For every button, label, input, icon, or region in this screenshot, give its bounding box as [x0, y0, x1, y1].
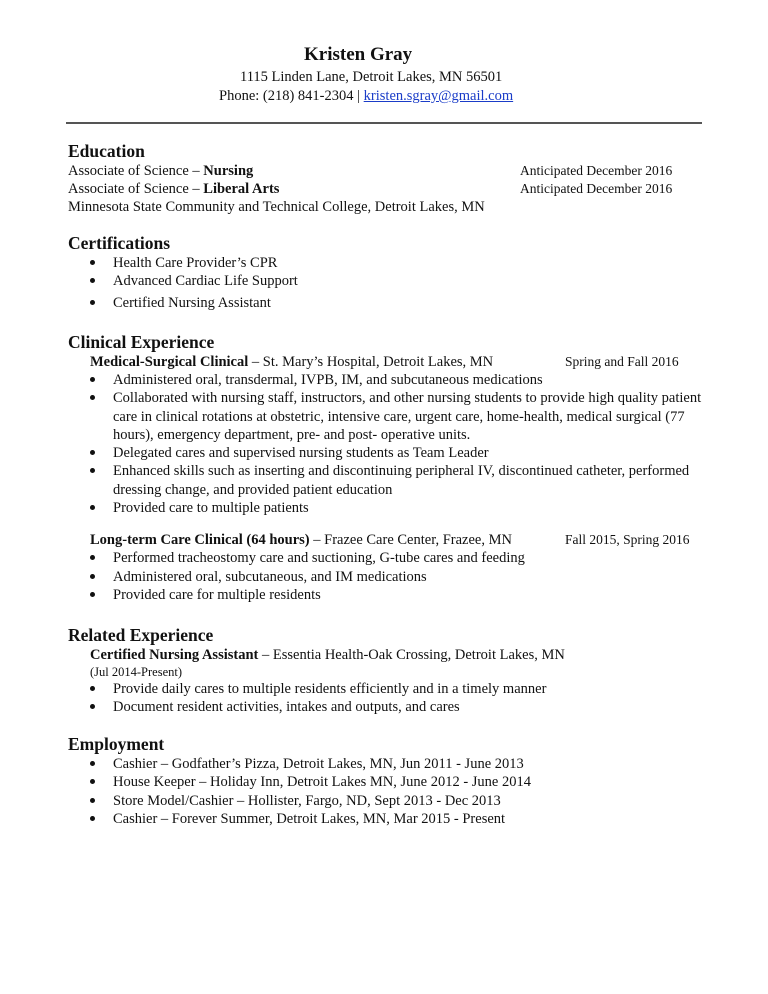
list-item: Collaborated with nursing staff, instructors, and other nursing students to provide high quality patient care in clinical rotations at obstetric, intensive care, urgent care, home-health, medical surgical (77 hours), emergency department, pre- and post- operative units.: [68, 389, 708, 444]
degree-row: [68, 180, 708, 198]
list-item: Document resident activities, intakes and outputs, and cares: [68, 698, 708, 716]
contact-line: [219, 87, 513, 105]
list-item: Delegated cares and supervised nursing students as Team Leader: [68, 444, 708, 462]
education-section: [68, 141, 708, 216]
header-divider: [66, 122, 702, 124]
section-title: Employment: [68, 734, 165, 754]
job-role: Long-term Care Clinical (64 hours): [90, 532, 310, 549]
degree-label: Associate of Science –: [68, 163, 204, 179]
job-place: – Essentia Health-Oak Crossing, Detroit Lakes, MN: [258, 647, 565, 663]
job-duties: [68, 549, 708, 604]
candidate-name: Kristen Gray: [304, 44, 413, 65]
degree-row: [68, 162, 708, 180]
related-section: [68, 625, 708, 717]
section-title: Education: [68, 141, 145, 161]
list-item: House Keeper – Holiday Inn, Detroit Lakes MN, June 2012 - June 2014: [68, 773, 708, 791]
job-dates: (Jul 2014-Present): [90, 665, 182, 679]
job-duties: [68, 680, 708, 717]
job-role: Medical-Surgical Clinical: [90, 354, 249, 370]
section-title: Related Experience: [68, 625, 214, 645]
job-role: Certified Nursing Assistant: [90, 647, 259, 663]
list-item: Cashier – Godfather’s Pizza, Detroit Lakes, MN, Jun 2011 - June 2013: [68, 755, 708, 773]
job-date: Fall 2015, Spring 2016: [565, 532, 690, 548]
list-item: Advanced Cardiac Life Support: [68, 272, 708, 290]
list-item: Performed tracheostomy care and suctioning, G-tube cares and feeding: [68, 549, 708, 567]
section-title: Clinical Experience: [68, 332, 215, 352]
address: 1115 Linden Lane, Detroit Lakes, MN 56501: [240, 69, 503, 85]
email-link[interactable]: kristen.sgray@gmail.com: [363, 88, 514, 104]
section-title: Certifications: [68, 233, 171, 253]
job-duties: [68, 371, 708, 517]
job-place: – St. Mary’s Hospital, Detroit Lakes, MN: [248, 354, 494, 370]
degree-date: Anticipated December 2016: [520, 163, 673, 178]
job-heading: [68, 531, 708, 549]
list-item: Certified Nursing Assistant: [68, 294, 708, 312]
degree-label: Associate of Science –: [68, 181, 204, 197]
employment-section: [68, 734, 708, 828]
list-item: Enhanced skills such as inserting and discontinuing peripheral IV, discontinued catheter, performed dressing change, and provided patient education: [68, 462, 708, 499]
list-item: Administered oral, subcutaneous, and IM medications: [68, 568, 708, 586]
list-item: Provide daily cares to multiple residents efficiently and in a timely manner: [68, 680, 708, 698]
degree-major: Nursing: [203, 163, 254, 179]
list-item: Administered oral, transdermal, IVPB, IM, and subcutaneous medications: [68, 371, 708, 389]
degree-major: Liberal Arts: [203, 181, 280, 197]
list-item: Provided care to multiple patients: [68, 499, 708, 517]
list-item: Cashier – Forever Summer, Detroit Lakes, MN, Mar 2015 - Present: [68, 810, 708, 828]
certifications-list: [68, 254, 708, 312]
degree-date: Anticipated December 2016: [520, 181, 673, 196]
job-date: Spring and Fall 2016: [565, 354, 679, 369]
job-place: – Frazee Care Center, Frazee, MN: [309, 532, 512, 549]
school-name: Minnesota State Community and Technical College, Detroit Lakes, MN: [68, 199, 485, 215]
employment-list: [68, 755, 708, 828]
list-item: Provided care for multiple residents: [68, 586, 708, 604]
list-item: Store Model/Cashier – Hollister, Fargo, ND, Sept 2013 - Dec 2013: [68, 792, 708, 810]
clinical-section: [68, 332, 708, 604]
list-item: Health Care Provider’s CPR: [68, 254, 708, 272]
certifications-section: [68, 233, 708, 312]
job-heading: [68, 646, 708, 664]
phone: Phone: (218) 841-2304 |: [219, 88, 361, 104]
job-heading: [68, 353, 708, 371]
